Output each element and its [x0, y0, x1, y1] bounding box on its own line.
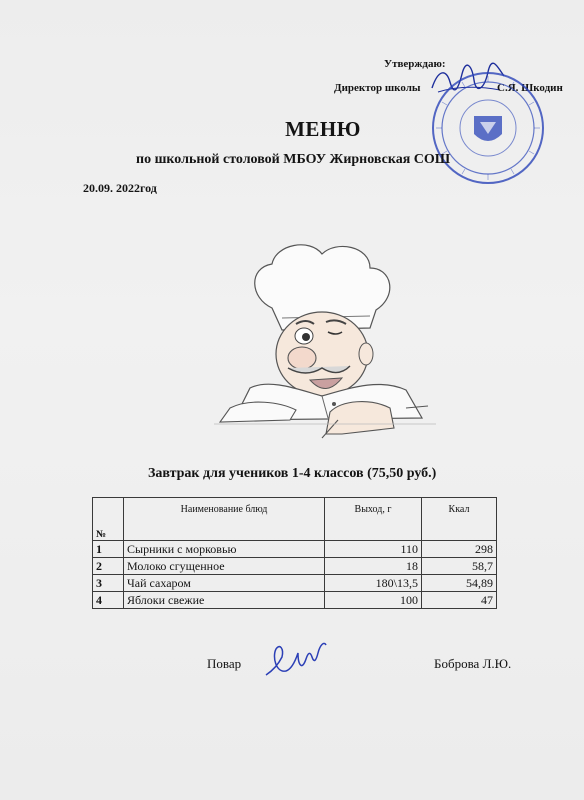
dish-name: Яблоки свежие — [124, 592, 325, 609]
column-header-dish-name: Наименование блюд — [124, 498, 325, 541]
director-label: Директор школы — [334, 82, 421, 94]
approval-label: Утверждаю: — [384, 58, 446, 70]
dish-name: Чай сахаром — [124, 575, 325, 592]
page-title: МЕНЮ — [285, 117, 361, 141]
dish-kcal: 54,89 — [422, 575, 497, 592]
director-name: С.Я. Шкодин — [497, 82, 563, 94]
dish-output: 180\13,5 — [325, 575, 422, 592]
cook-label: Повар — [207, 656, 242, 671]
dish-kcal: 298 — [422, 541, 497, 558]
dish-kcal: 47 — [422, 592, 497, 609]
meal-title: Завтрак для учеников 1-4 классов (75,50 руб.) — [148, 466, 437, 481]
column-header-output: Выход, г — [325, 498, 422, 541]
column-header-kcal: Ккал — [422, 498, 497, 541]
row-number: 4 — [93, 592, 124, 609]
menu-date: 20.09. 2022год — [83, 181, 157, 195]
chef-illustration — [210, 238, 440, 443]
page-subtitle: по школьной столовой МБОУ Жирновская СОШ — [136, 152, 451, 167]
dish-output: 18 — [325, 558, 422, 575]
table-row — [93, 558, 497, 575]
row-number: 1 — [93, 541, 124, 558]
table-row — [93, 575, 497, 592]
cook-signature — [262, 635, 330, 683]
table-row — [93, 541, 497, 558]
column-header-number: № — [93, 498, 124, 541]
menu-table — [92, 497, 497, 609]
dish-name: Сырники с морковью — [124, 541, 325, 558]
row-number: 3 — [93, 575, 124, 592]
table-header-row — [93, 498, 497, 541]
dish-kcal: 58,7 — [422, 558, 497, 575]
cook-name: Боброва Л.Ю. — [434, 656, 512, 671]
table-row — [93, 592, 497, 609]
dish-output: 100 — [325, 592, 422, 609]
dish-name: Молоко сгущенное — [124, 558, 325, 575]
row-number: 2 — [93, 558, 124, 575]
dish-output: 110 — [325, 541, 422, 558]
